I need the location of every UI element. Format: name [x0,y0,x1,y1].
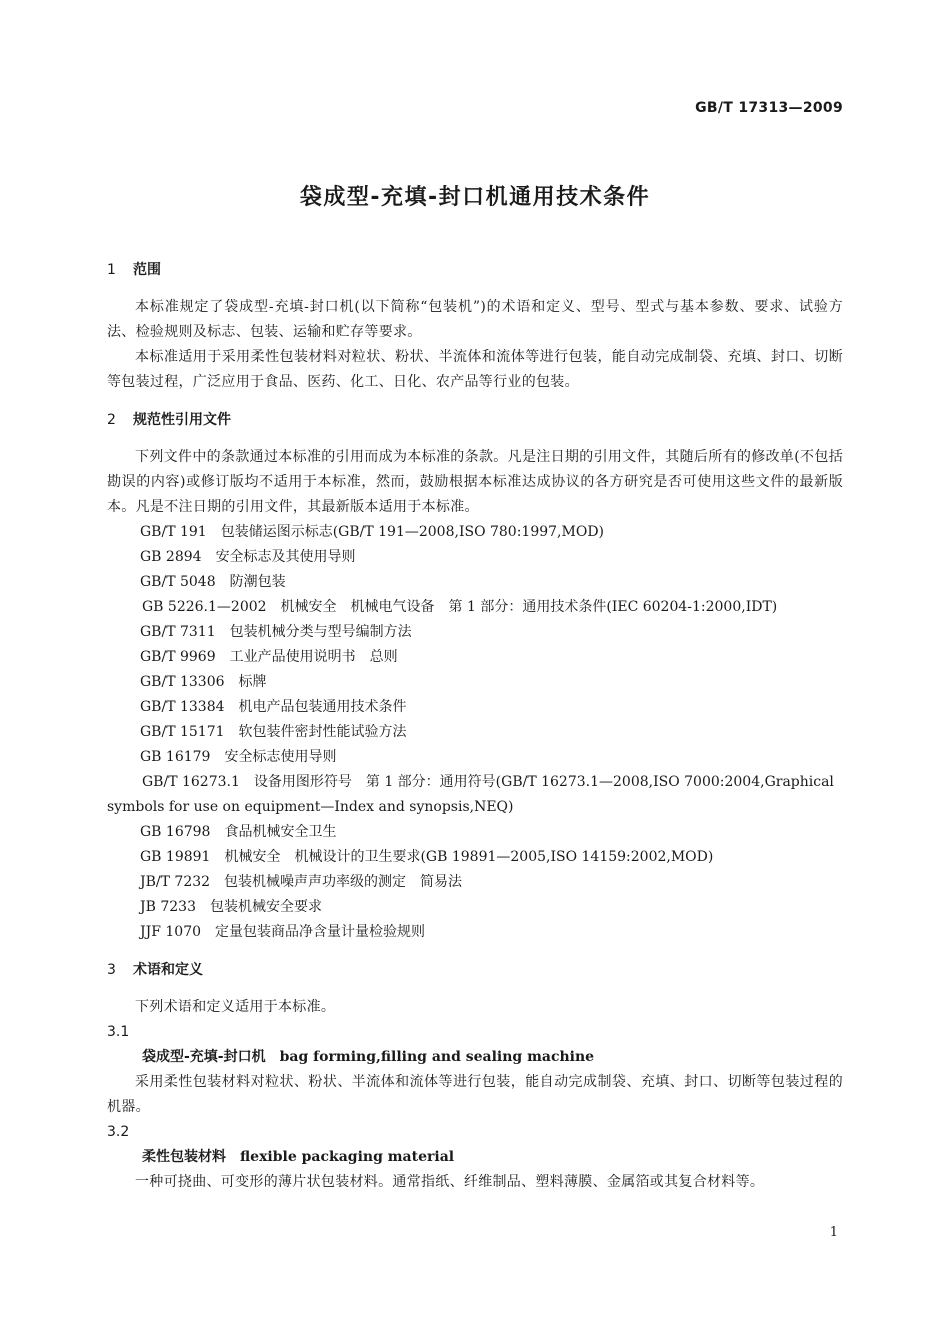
reference-item [107,745,843,770]
reference-title: 包装机械安全要求 [209,899,322,915]
reference-code: JB/T 7232 [140,874,211,890]
reference-title: 工业产品使用说明书 总则 [229,649,398,665]
section-title: 规范性引用文件 [133,412,231,428]
reference-title: 定量包装商品净含量计量检验规则 [215,924,426,940]
reference-title: 包装储运图示标志(GB/T 191—2008,ISO 780:1997,MOD) [220,524,605,540]
term-name-cn: 柔性包装材料 [142,1149,226,1165]
term-definition: 一种可挠曲、可变形的薄片状包装材料。通常指纸、纤维制品、塑料薄膜、金属箔或其复合材料等。 [135,1174,765,1190]
section-number: 1 [107,262,116,278]
reference-code: GB 16798 [140,824,211,840]
term-number: 3.1 [107,1024,130,1040]
reference-item [107,595,843,620]
reference-code: GB 2894 [140,549,202,565]
term-name-en: bag forming,filling and sealing machine [279,1049,595,1065]
reference-title: 包装机械噪声声功率级的测定 简易法 [224,874,463,890]
reference-title: 设备用图形符号 第 1 部分：通用符号(GB/T 16273.1—2008,ISO 7000:2004,Graphical symbols for use on equipment—Index and synopsis,NEQ) [107,774,834,815]
reference-title: 机械安全 机械电气设备 第 1 部分：通用技术条件(IEC 60204-1:2000,IDT) [280,599,778,615]
reference-code: GB/T 7311 [140,624,216,640]
section-number: 3 [107,962,116,978]
reference-item [107,870,843,895]
reference-item [107,645,843,670]
reference-code: GB/T 15171 [140,724,225,740]
reference-code: GB 5226.1—2002 [142,599,267,615]
section-3-heading [107,959,843,981]
reference-title: 防潮包装 [229,574,286,590]
paragraph: 下列术语和定义适用于本标准。 [135,999,336,1015]
section-number: 2 [107,412,116,428]
reference-item [107,845,843,870]
reference-title: 机械安全 机械设计的卫生要求(GB 19891—2005,ISO 14159:2002,MOD) [224,849,714,865]
reference-item [107,770,843,820]
reference-item [107,520,843,545]
reference-title: 安全标志及其使用导则 [215,549,356,565]
term-name-en: flexible packaging material [240,1149,455,1165]
reference-code: GB/T 16273.1 [142,774,240,790]
reference-code: GB 16179 [140,749,211,765]
reference-item [107,720,843,745]
section-title: 术语和定义 [133,962,203,978]
term-number: 3.2 [107,1124,130,1140]
reference-code: GB/T 13306 [140,674,225,690]
reference-title: 软包装件密封性能试验方法 [238,724,407,740]
standard-code: GB/T 17313—2009 [695,100,843,116]
reference-code: GB 19891 [140,849,211,865]
reference-code: GB/T 5048 [140,574,216,590]
reference-title: 食品机械安全卫生 [224,824,337,840]
page-number: 1 [829,1225,838,1240]
reference-title: 安全标志使用导则 [224,749,337,765]
section-2-heading [107,409,843,431]
reference-title: 标牌 [238,674,267,690]
document-body [107,259,843,1195]
term-name [107,1145,843,1170]
reference-code: GB/T 9969 [140,649,216,665]
reference-item [107,670,843,695]
reference-item [107,920,843,945]
reference-code: JJF 1070 [140,924,202,940]
term-name-cn: 袋成型-充填-封口机 [142,1049,266,1065]
term-name [107,1045,843,1070]
reference-item [107,545,843,570]
reference-item [107,820,843,845]
section-1-heading [107,259,843,281]
reference-item [107,695,843,720]
term-definition: 采用柔性包装材料对粒状、粉状、半流体和流体等进行包装，能自动完成制袋、充填、封口、切断等包装过程的机器。 [107,1074,843,1115]
reference-title: 包装机械分类与型号编制方法 [229,624,412,640]
reference-code: JB 7233 [140,899,196,915]
paragraph: 本标准适用于采用柔性包装材料对粒状、粉状、半流体和流体等进行包装，能自动完成制袋、充填、封口、切断等包装过程，广泛应用于食品、医药、化工、日化、农产品等行业的包装。 [107,349,843,390]
reference-item [107,570,843,595]
reference-code: GB/T 13384 [140,699,225,715]
paragraph: 下列文件中的条款通过本标准的引用而成为本标准的条款。凡是注日期的引用文件，其随后所有的修改单(不包括勘误的内容)或修订版均不适用于本标准，然而，鼓励根据本标准达成协议的各方研究是否可使用这些文件的最新版本。凡是不注日期的引用文件，其最新版本适用于本标准。 [107,449,843,515]
document-title: 袋成型-充填-封口机通用技术条件 [299,185,651,210]
reference-item [107,895,843,920]
section-title: 范围 [133,262,161,278]
reference-title: 机电产品包装通用技术条件 [238,699,407,715]
paragraph: 本标准规定了袋成型-充填-封口机(以下简称“包装机”)的术语和定义、型号、型式与基本参数、要求、试验方法、检验规则及标志、包装、运输和贮存等要求。 [107,299,843,340]
reference-item [107,620,843,645]
reference-code: GB/T 191 [140,524,207,540]
